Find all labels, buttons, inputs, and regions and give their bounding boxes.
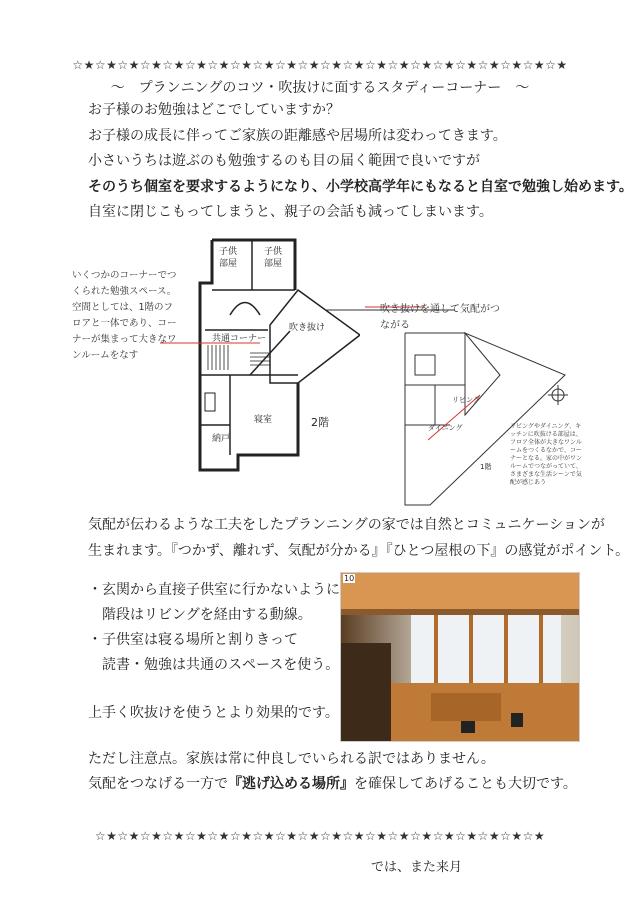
intro-line-emphasis: そのうち個室を要求するようになり、小学校高学年にもなると自室で勉強し始めます。 (88, 178, 633, 195)
room-label-child-room-1: 子供 部屋 (219, 247, 238, 269)
intro-line: 自室に閉じこもってしまうと、親子の会話も減ってしまいます。 (88, 204, 493, 220)
photo-number-badge: 10 (344, 574, 355, 583)
note-line: くられた勉強スペース。 (72, 286, 177, 297)
plan-note-study-space (72, 268, 177, 364)
intro-line: お子様のお勉強はどこでしていますか？ (88, 102, 340, 118)
note-line: 空間としては、1階のフ (72, 302, 174, 313)
room-label-dining: ダイニング (428, 424, 463, 432)
floor-label-2f: 2階 (311, 416, 329, 429)
bullet-list (88, 578, 340, 678)
room-label-bedroom: 寝室 (254, 415, 273, 425)
floor-label-1f: 1階 (480, 463, 492, 471)
note-line: ンルームをなす (72, 350, 139, 361)
bullet-item: ・玄関から直接子供室に行かないように (88, 582, 340, 598)
room-label-storage: 納戸 (212, 434, 231, 444)
room-label-living: リビング (452, 396, 480, 404)
footer-star-border: ☆★☆★☆★☆★☆★☆★☆★☆★☆★☆★☆★☆★☆★☆★☆★☆★☆★☆★☆★☆★ (94, 829, 546, 843)
intro-text (88, 98, 633, 226)
middle-line: 生まれます。『つかず、離れず、気配が分かる』『ひとつ屋根の下』の感覚がポイント。 (88, 543, 630, 559)
page-title: ～ プランニングのコツ・吹抜けに面するスタディーコーナー ～ (110, 80, 530, 96)
interior-photo (340, 572, 580, 742)
signoff-text: では、また来月 (371, 860, 463, 875)
curved-arrow-icon (230, 303, 260, 316)
note-line: いくつかのコーナーでつ (72, 270, 177, 281)
note-line: 吹き抜けを通して気配がつ (380, 304, 500, 315)
closing-line: 気配をつなげる一方で『逃げ込める場所』を確保してあげることも大切です。 (88, 776, 577, 792)
caution-line: ただし注意点。家族は常に仲良しでいられる訳ではありません。 (88, 751, 495, 767)
intro-line: 小さいうちは遊ぶのも勉強するのも目の届く範囲で良いですが (88, 153, 480, 169)
room-label-common-corner: 共通コーナー (212, 334, 267, 344)
room-label-child-room-2: 子供 部屋 (264, 247, 283, 269)
intro-line: お子様の成長に伴ってご家族の距離感や居場所は変わってきます。 (88, 127, 507, 144)
closing-emphasis: 『逃げ込める場所』 (228, 776, 354, 792)
tip-text: 上手く吹抜けを使うとより効果的です。 (88, 705, 339, 721)
bullet-item: 階段はリビングを経由する動線。 (88, 607, 312, 623)
note-line: ロアと一体であり、コー (72, 318, 177, 329)
plan-note-void-connection (380, 302, 500, 334)
plan-caption-1f: リビングやダイニング、キ ッチンに吹抜ける部屋は、 フロア全体が大きなワンル ームをつくるなかで、コー ナーとなる。家の中がワン ルームでつながっていて、 さまざまな生活シーンで気 配が感じあう (510, 423, 583, 486)
middle-text (88, 512, 629, 564)
closing-text (88, 747, 577, 797)
room-label-void: 吹き抜け (289, 323, 326, 333)
note-line: ながる (380, 320, 410, 331)
bullet-item: ・子供室は寝る場所と割りきって (88, 632, 298, 648)
bullet-item: 読書・勉強は共通のスペースを使う。 (88, 657, 340, 673)
note-line: ナーが集まって大きなワ (72, 334, 177, 345)
middle-line: 気配が伝わるような工夫をしたプランニングの家では自然とコミュニケーションが (88, 517, 605, 533)
header-star-border: ☆★☆★☆★☆★☆★☆★☆★☆★☆★☆★☆★☆★☆★☆★☆★☆★☆★☆★☆★☆★☆★☆★ (72, 58, 568, 72)
